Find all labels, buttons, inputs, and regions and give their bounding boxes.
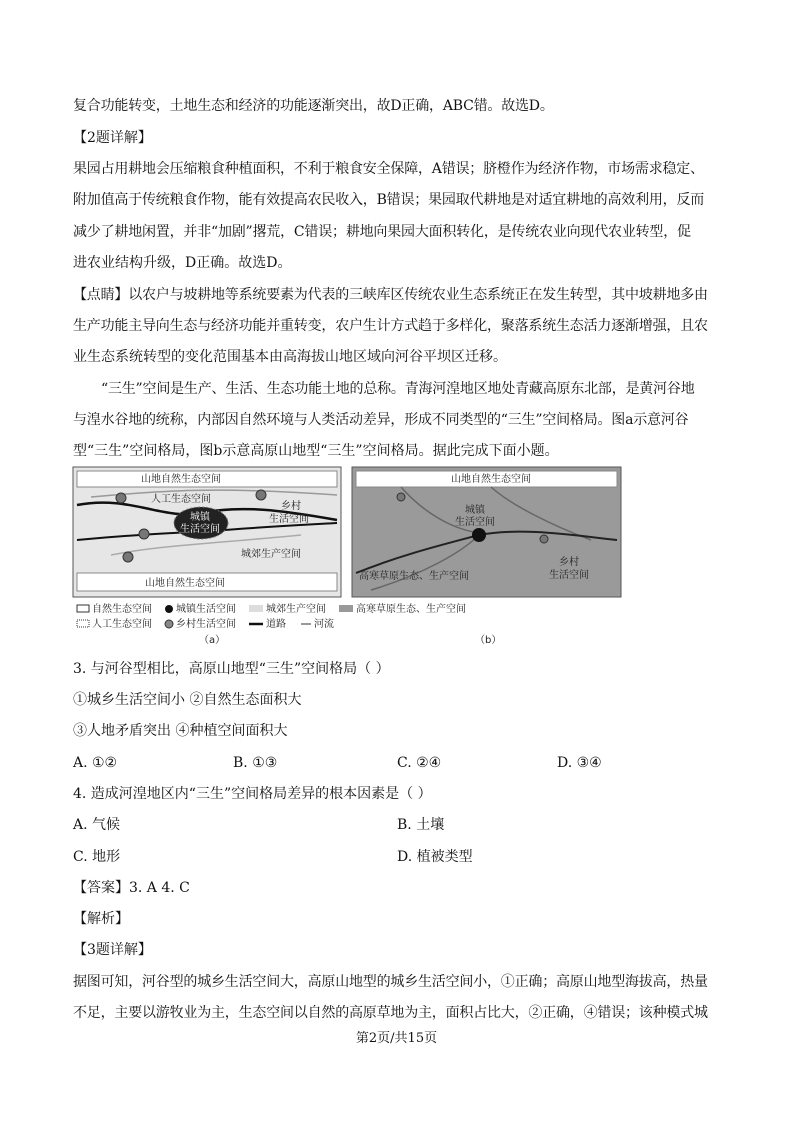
panel-a bbox=[73, 467, 341, 597]
q3-option-a[interactable]: A. ①② bbox=[73, 755, 118, 771]
q4-option-a[interactable]: A. 气候 bbox=[73, 817, 121, 833]
legend-suburb: 城郊生产空间 bbox=[266, 604, 326, 615]
label-a-top: 山地自然生态空间 bbox=[141, 474, 221, 485]
label-a-village2: 生活空间 bbox=[269, 514, 309, 525]
analysis-heading: 【解析】 bbox=[73, 911, 129, 927]
text-line: 据图可知，河谷型的城乡生活空间大，高原山地型的城乡生活空间小，①正确；高原山地型海拔高，热量 bbox=[73, 974, 708, 990]
text-line: 减少了耕地闲置，并非“加剧”撂荒，C错误；耕地向果园大面积转化，是传统农业向现代农业转型，促 bbox=[73, 224, 691, 240]
label-b-city: 城镇 bbox=[465, 505, 485, 516]
text-line: 不足，主要以游牧业为主，生态空间以自然的高原草地为主，面积占比大，②正确，④错误；该种模式城 bbox=[73, 1005, 708, 1021]
text-line: 生产功能主导向生态与经济功能并重转变，农户生计方式趋于多样化，聚落系统生态活力逐渐增强，且农 bbox=[73, 318, 708, 334]
text-line: 果园占用耕地会压缩粮食种植面积，不利于粮食安全保障，A错误；脐橙作为经济作物，市场需求稳定、 bbox=[73, 161, 704, 177]
legend-artificial: 人工生态空间 bbox=[92, 619, 152, 630]
panel-b bbox=[352, 467, 621, 597]
legend bbox=[77, 602, 501, 646]
text-line: 【点睛】以农户与坡耕地等系统要素为代表的三峡库区传统农业生态系统正在发生转型，其中坡耕地多由 bbox=[73, 287, 708, 303]
label-b-top: 山地自然生态空间 bbox=[451, 474, 531, 485]
text-line: 附加值高于传统粮食作物，能有效提高农民收入，B错误；果园取代耕地是对适宜耕地的高效利用，反而 bbox=[73, 192, 705, 208]
section-heading: 【2题详解】 bbox=[73, 130, 152, 146]
q3-detail-heading: 【3题详解】 bbox=[73, 942, 152, 958]
q4-option-d[interactable]: D. 植被类型 bbox=[397, 849, 473, 865]
label-a-suburb: 城郊生产空间 bbox=[241, 549, 301, 560]
label-a-artificial: 人工生态空间 bbox=[151, 494, 211, 505]
q4-option-c[interactable]: C. 地形 bbox=[73, 849, 121, 865]
page-footer: 第2页/共15页 bbox=[355, 1031, 438, 1046]
legend-road: 道路 bbox=[266, 619, 286, 630]
q3-option-d[interactable]: D. ③④ bbox=[557, 755, 602, 771]
label-a-bottom: 山地自然生态空间 bbox=[145, 578, 225, 589]
label-a-city: 城镇 bbox=[190, 512, 210, 523]
text-line: 与湟水谷地的统称，内部因自然环境与人类活动差异，形成不同类型的“三生”空间格局。图a示意河谷 bbox=[73, 412, 689, 428]
text-line: 型“三生”空间格局，图b示意高原山地型“三生”空间格局。据此完成下面小题。 bbox=[73, 443, 559, 459]
label-b-village2: 生活空间 bbox=[549, 570, 589, 581]
text-line: 业生态系统转型的变化范围基本由高海拔山地区域向河谷平坝区迁移。 bbox=[73, 349, 507, 365]
q3-option-c[interactable]: C. ②④ bbox=[397, 755, 442, 771]
label-b-city2: 生活空间 bbox=[455, 517, 495, 528]
legend-river: 河流 bbox=[314, 619, 334, 630]
q3-option-b[interactable]: B. ①③ bbox=[233, 755, 278, 771]
text-line: 复合功能转变，土地生态和经济的功能逐渐突出，故D正确，ABC错。故选D。 bbox=[73, 98, 554, 114]
label-b-plateau: 高寒草原生态、生产空间 bbox=[359, 571, 469, 582]
caption-a: （a） bbox=[199, 635, 226, 646]
question-4-stem: 4. 造成河湟地区内“三生”空间格局差异的根本因素是（ ） bbox=[73, 786, 432, 802]
label-b-village: 乡村 bbox=[559, 557, 579, 568]
question-3-statements-1: ①城乡生活空间小 ②自然生态面积大 bbox=[73, 692, 302, 708]
question-3-stem: 3. 与河谷型相比，高原山地型“三生”空间格局（ ） bbox=[73, 661, 390, 677]
legend-plateau: 高寒草原生态、生产空间 bbox=[356, 604, 466, 615]
question-3-statements-2: ③人地矛盾突出 ④种植空间面积大 bbox=[73, 723, 288, 739]
legend-village: 乡村生活空间 bbox=[176, 619, 236, 630]
label-a-city2: 生活空间 bbox=[180, 524, 220, 535]
figure-san-sheng-space bbox=[71, 465, 624, 646]
legend-natural: 自然生态空间 bbox=[92, 604, 152, 615]
text-line: “三生”空间是生产、生活、生态功能土地的总称。青海河湟地区地处青藏高原东北部，是黄河谷地 bbox=[101, 381, 695, 397]
caption-b: （b） bbox=[475, 635, 502, 646]
legend-city: 城镇生活空间 bbox=[176, 604, 236, 615]
answer-line: 【答案】3. A 4. C bbox=[73, 880, 190, 896]
label-a-village: 乡村 bbox=[281, 501, 301, 512]
q4-option-b[interactable]: B. 土壤 bbox=[397, 817, 445, 833]
text-line: 进农业结构升级，D正确。故选D。 bbox=[73, 255, 292, 271]
